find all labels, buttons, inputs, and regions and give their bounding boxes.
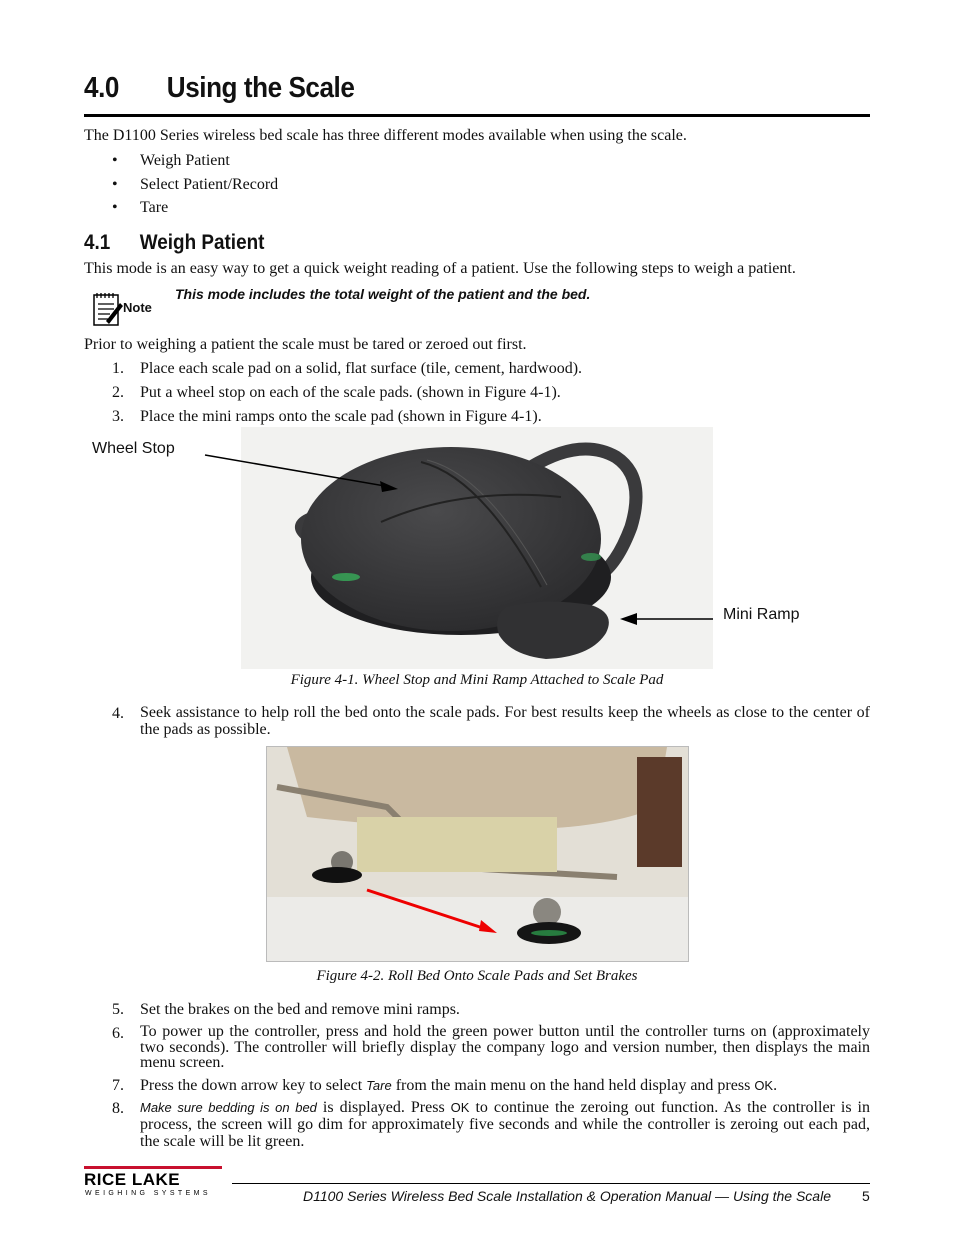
subsection-number: 4.1 [84, 231, 111, 254]
step-number: 5. [112, 1001, 124, 1018]
rice-lake-logo [84, 1166, 224, 1200]
step-text-part: is displayed. Press [316, 1099, 451, 1116]
figure-caption: Figure 4-2. Roll Bed Onto Scale Pads and Set Brakes [316, 968, 638, 984]
wheel-stop-arrow [205, 455, 385, 486]
step-number: 6. [112, 1025, 124, 1042]
mode-item-select: Select Patient/Record [140, 176, 279, 193]
step-text: Place the mini ramps onto the scale pad (shown in Figure 4-1). [140, 408, 542, 425]
section-number: 4.0 [84, 72, 119, 104]
display-option-tare: Tare [366, 1078, 392, 1093]
key-ok: OK [450, 1100, 470, 1115]
bed-photo [266, 746, 689, 962]
footer-title: D1100 Series Wireless Bed Scale Installation & Operation Manual — Using the Scale [303, 1188, 831, 1204]
mini-ramp-arrowhead [620, 613, 637, 625]
figure-caption: Figure 4-1. Wheel Stop and Mini Ramp Attached to Scale Pad [290, 672, 664, 688]
step-text: Set the brakes on the bed and remove mini ramps. [140, 1001, 460, 1018]
step-number: 3. [112, 408, 124, 425]
step-text: Place each scale pad on a solid, flat surface (tile, cement, hardwood). [140, 360, 583, 377]
step-number: 1. [112, 360, 124, 377]
callout-wheel-stop: Wheel Stop [92, 440, 175, 457]
step-text: Put a wheel stop on each of the scale pads. (shown in Figure 4-1). [140, 384, 561, 401]
logo-wordmark: RICE LAKE [84, 1170, 181, 1189]
wheel-stop-arrowhead [380, 481, 398, 492]
callout-mini-ramp: Mini Ramp [723, 606, 800, 623]
note-label: Note [123, 300, 152, 315]
key-ok: OK [754, 1078, 774, 1093]
logo-bar [84, 1166, 222, 1169]
page-number: 5 [862, 1188, 870, 1204]
step-number: 8. [112, 1100, 124, 1117]
footer-rule [232, 1183, 870, 1184]
step-text [140, 1099, 870, 1150]
logo-subtitle: WEIGHING SYSTEMS [85, 1190, 211, 1197]
note-text: This mode includes the total weight of the patient and the bed. [175, 286, 591, 302]
bed-illustration [267, 747, 688, 961]
step-text-part: . [773, 1077, 778, 1094]
mode-item-tare: Tare [140, 199, 169, 216]
bullet-marker: • [112, 176, 118, 193]
bullet-marker: • [112, 152, 118, 169]
display-message: Make sure bedding is on bed [140, 1100, 317, 1115]
bullet-marker: • [112, 199, 118, 216]
subsection-title: Weigh Patient [139, 231, 265, 254]
step-text: To power up the controller, press and hold the green power button until the controller turns on (approximately two seconds). The controller will briefly display the company logo and version number, then displays the main menu screen. [140, 1023, 870, 1071]
prior-paragraph: Prior to weighing a patient the scale must be tared or zeroed out first. [84, 336, 527, 353]
step-text-part: from the main menu on the hand held display and press [391, 1077, 755, 1094]
step-text [140, 1076, 777, 1095]
step-number: 4. [112, 705, 124, 722]
step-number: 7. [112, 1077, 124, 1094]
step-number: 2. [112, 384, 124, 401]
subsection-intro: This mode is an easy way to get a quick weight reading of a patient. Use the following steps to weigh a patient. [84, 260, 796, 277]
step-text-part: Press the down arrow key to select [140, 1077, 367, 1094]
step-text: Seek assistance to help roll the bed onto the scale pads. For best results keep the wheels as close to the center of the pads as possible. [140, 704, 870, 738]
step-text-part: to continue the zeroing out function. As the controller is in process, the screen will go dim for approximately five seconds and while the controller is zeroing out each pad, the scale will be lit green. [140, 1099, 870, 1150]
section-title: Using the Scale [166, 72, 355, 104]
mode-item-weigh: Weigh Patient [140, 152, 230, 169]
intro-paragraph: The D1100 Series wireless bed scale has three different modes available when using the scale. [84, 127, 687, 144]
